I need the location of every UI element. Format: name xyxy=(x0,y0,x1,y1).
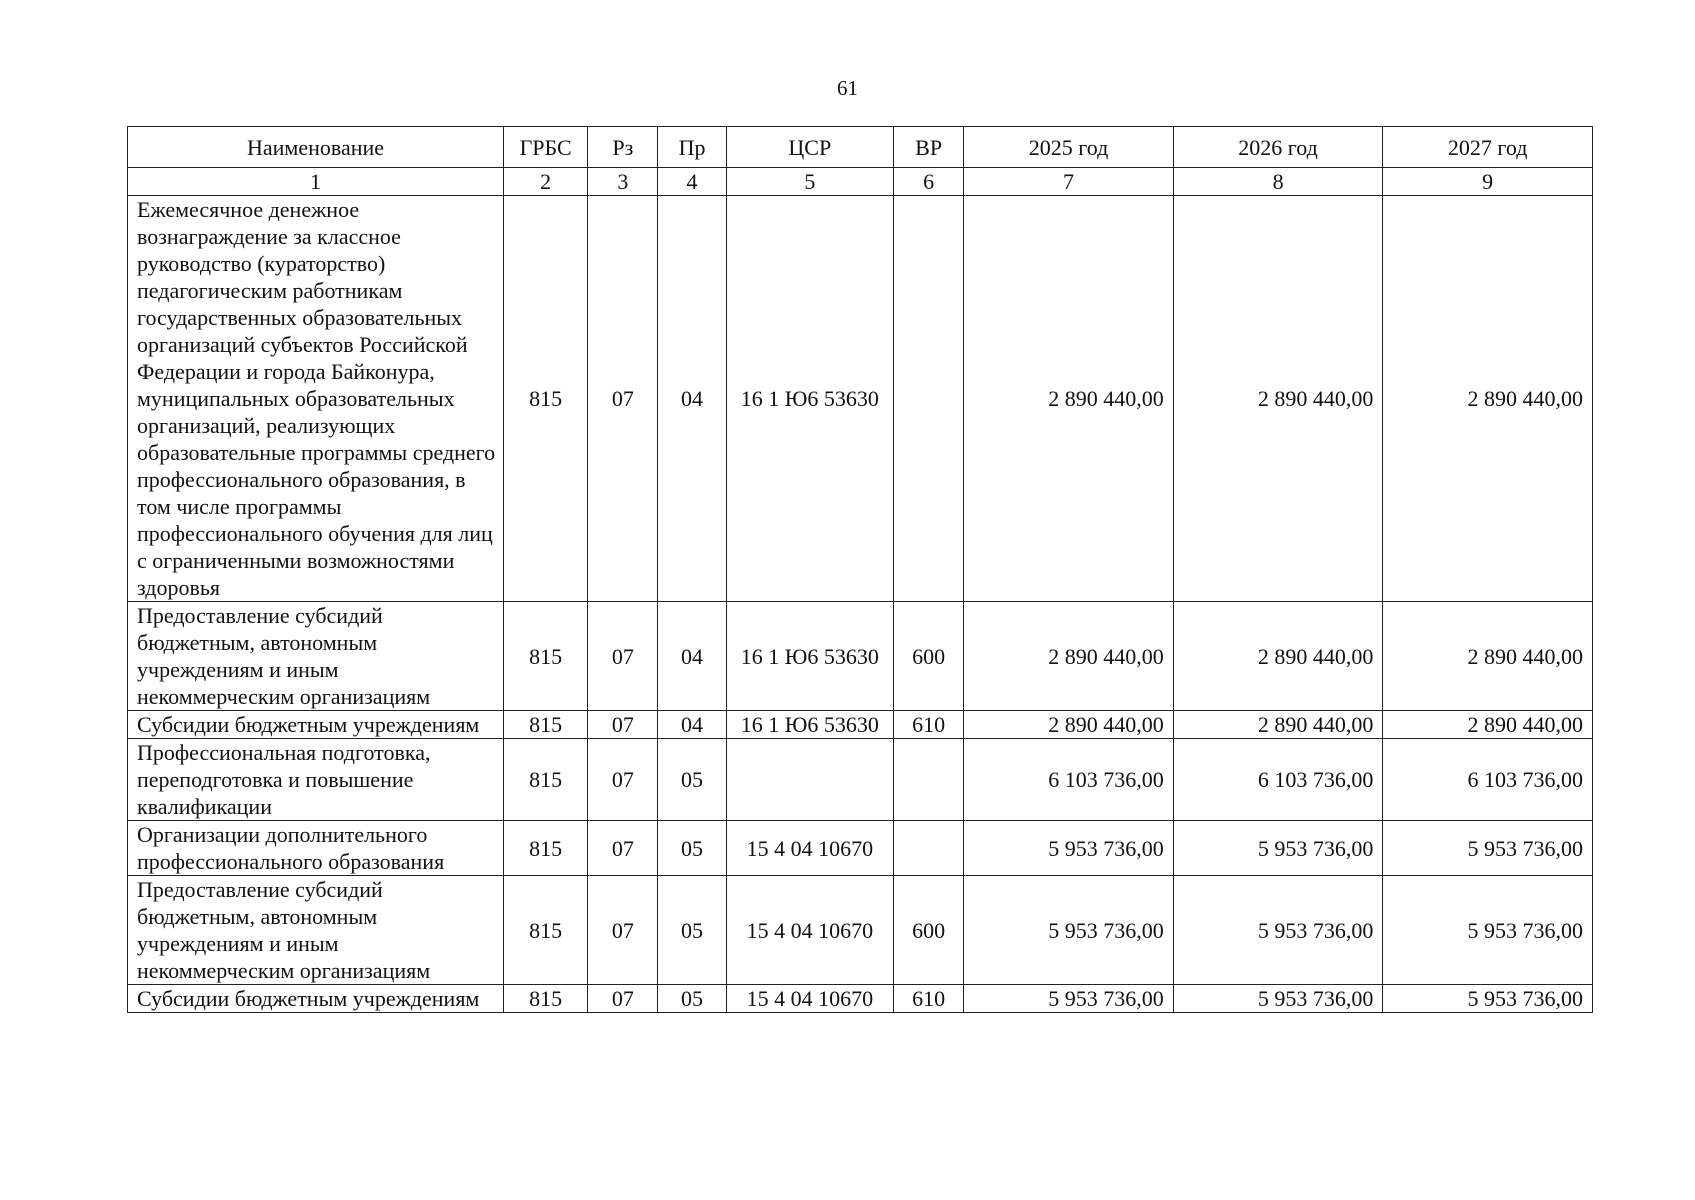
row-amount-2027: 6 103 736,00 xyxy=(1383,739,1593,821)
row-amount-2025: 2 890 440,00 xyxy=(964,711,1174,739)
row-amount-2026: 5 953 736,00 xyxy=(1173,821,1383,876)
row-amount-2025: 5 953 736,00 xyxy=(964,876,1174,985)
column-number: 8 xyxy=(1173,168,1383,196)
header-row xyxy=(128,127,1593,168)
row-grbs: 815 xyxy=(504,196,588,602)
header-pr: Пр xyxy=(658,127,726,168)
header-vr: ВР xyxy=(894,127,964,168)
column-number: 5 xyxy=(726,168,893,196)
row-name: Ежемесячное денежное вознаграждение за классное руководство (кураторство) педагогическим работникам государственных образовательных организаций субъектов Российской Федерации и города Байконура, муниципальных образовательных организаций, реализующих образовательные программы среднего профессионального образования, в том числе программы профессионального обучения для лиц с ограниченными возможностями здоровья xyxy=(128,196,504,602)
row-vr: 610 xyxy=(894,985,964,1013)
row-csr: 15 4 04 10670 xyxy=(726,985,893,1013)
header-2027: 2027 год xyxy=(1383,127,1593,168)
row-rz: 07 xyxy=(588,711,658,739)
row-vr xyxy=(894,739,964,821)
row-rz: 07 xyxy=(588,602,658,711)
column-number: 2 xyxy=(504,168,588,196)
row-amount-2027: 2 890 440,00 xyxy=(1383,196,1593,602)
header-grbs: ГРБС xyxy=(504,127,588,168)
header-rz: Рз xyxy=(588,127,658,168)
column-number-row xyxy=(128,168,1593,196)
row-amount-2026: 5 953 736,00 xyxy=(1173,876,1383,985)
header-2026: 2026 год xyxy=(1173,127,1383,168)
row-vr: 600 xyxy=(894,602,964,711)
row-grbs: 815 xyxy=(504,602,588,711)
row-amount-2027: 5 953 736,00 xyxy=(1383,821,1593,876)
row-amount-2027: 2 890 440,00 xyxy=(1383,602,1593,711)
row-amount-2027: 5 953 736,00 xyxy=(1383,876,1593,985)
header-name: Наименование xyxy=(128,127,504,168)
row-csr: 15 4 04 10670 xyxy=(726,876,893,985)
row-pr: 05 xyxy=(658,821,726,876)
row-rz: 07 xyxy=(588,876,658,985)
row-csr: 15 4 04 10670 xyxy=(726,821,893,876)
row-grbs: 815 xyxy=(504,739,588,821)
column-number: 4 xyxy=(658,168,726,196)
table-row xyxy=(128,985,1593,1013)
row-name: Организации дополнительного профессионального образования xyxy=(128,821,504,876)
table-row xyxy=(128,196,1593,602)
row-name: Предоставление субсидий бюджетным, автономным учреждениям и иным некоммерческим организациям xyxy=(128,602,504,711)
table-row xyxy=(128,876,1593,985)
row-name: Профессиональная подготовка, переподготовка и повышение квалификации xyxy=(128,739,504,821)
row-amount-2025: 2 890 440,00 xyxy=(964,602,1174,711)
row-name: Субсидии бюджетным учреждениям xyxy=(128,711,504,739)
row-name: Субсидии бюджетным учреждениям xyxy=(128,985,504,1013)
row-grbs: 815 xyxy=(504,876,588,985)
row-amount-2026: 6 103 736,00 xyxy=(1173,739,1383,821)
row-rz: 07 xyxy=(588,821,658,876)
row-amount-2025: 5 953 736,00 xyxy=(964,821,1174,876)
row-amount-2026: 2 890 440,00 xyxy=(1173,196,1383,602)
row-rz: 07 xyxy=(588,985,658,1013)
row-vr: 600 xyxy=(894,876,964,985)
row-amount-2025: 6 103 736,00 xyxy=(964,739,1174,821)
row-pr: 04 xyxy=(658,602,726,711)
row-amount-2027: 2 890 440,00 xyxy=(1383,711,1593,739)
row-amount-2026: 2 890 440,00 xyxy=(1173,602,1383,711)
column-number: 9 xyxy=(1383,168,1593,196)
row-csr: 16 1 Ю6 53630 xyxy=(726,196,893,602)
row-amount-2026: 5 953 736,00 xyxy=(1173,985,1383,1013)
row-pr: 05 xyxy=(658,985,726,1013)
table-row xyxy=(128,602,1593,711)
row-csr: 16 1 Ю6 53630 xyxy=(726,602,893,711)
column-number: 6 xyxy=(894,168,964,196)
header-2025: 2025 год xyxy=(964,127,1174,168)
row-grbs: 815 xyxy=(504,985,588,1013)
row-pr: 05 xyxy=(658,739,726,821)
row-pr: 04 xyxy=(658,196,726,602)
column-number: 3 xyxy=(588,168,658,196)
row-vr xyxy=(894,196,964,602)
budget-table xyxy=(127,126,1593,1013)
row-amount-2027: 5 953 736,00 xyxy=(1383,985,1593,1013)
column-number: 1 xyxy=(128,168,504,196)
row-amount-2026: 2 890 440,00 xyxy=(1173,711,1383,739)
row-amount-2025: 2 890 440,00 xyxy=(964,196,1174,602)
row-csr xyxy=(726,739,893,821)
row-csr: 16 1 Ю6 53630 xyxy=(726,711,893,739)
row-name: Предоставление субсидий бюджетным, автономным учреждениям и иным некоммерческим организациям xyxy=(128,876,504,985)
header-csr: ЦСР xyxy=(726,127,893,168)
row-pr: 04 xyxy=(658,711,726,739)
column-number: 7 xyxy=(964,168,1174,196)
page-number: 61 xyxy=(837,76,858,100)
row-vr xyxy=(894,821,964,876)
row-pr: 05 xyxy=(658,876,726,985)
row-grbs: 815 xyxy=(504,821,588,876)
row-grbs: 815 xyxy=(504,711,588,739)
row-rz: 07 xyxy=(588,196,658,602)
row-vr: 610 xyxy=(894,711,964,739)
table-row xyxy=(128,821,1593,876)
row-amount-2025: 5 953 736,00 xyxy=(964,985,1174,1013)
table-row xyxy=(128,711,1593,739)
row-rz: 07 xyxy=(588,739,658,821)
table-row xyxy=(128,739,1593,821)
